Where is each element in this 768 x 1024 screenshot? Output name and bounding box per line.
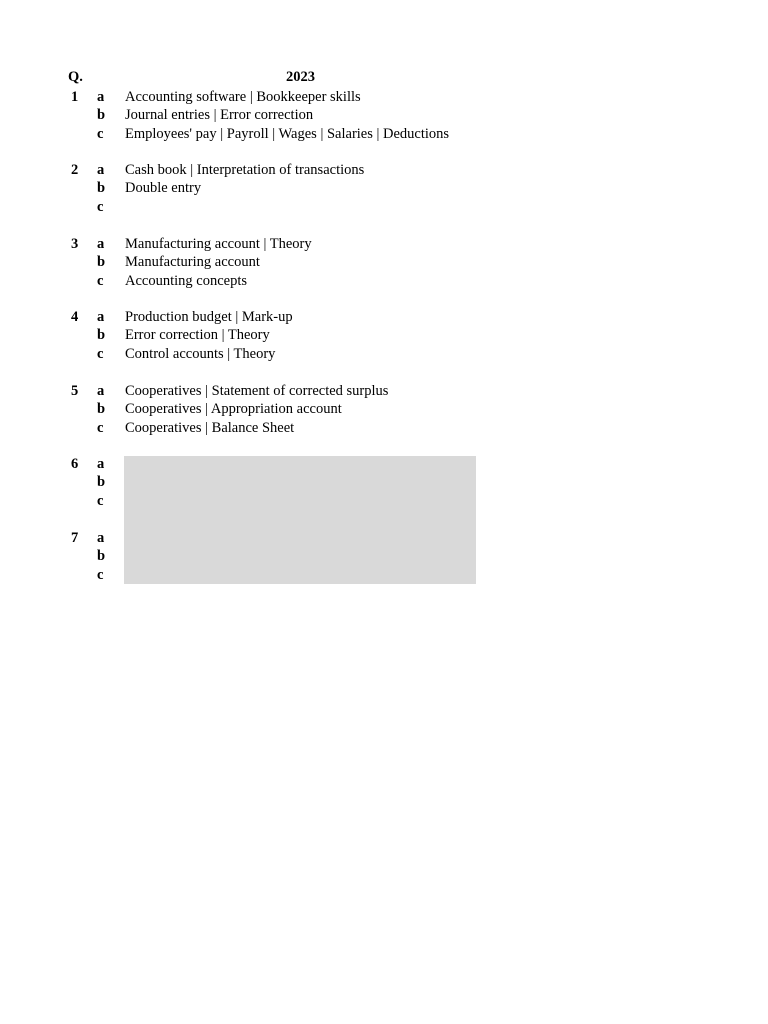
topic-cell: Manufacturing account | Theory bbox=[125, 236, 312, 252]
part-label: a bbox=[97, 383, 105, 399]
part-label: c bbox=[97, 419, 104, 436]
topic-cell: Cooperatives | Statement of corrected surplus bbox=[125, 383, 389, 399]
question-block-3 bbox=[0, 235, 768, 290]
topic-cell: Manufacturing account bbox=[125, 254, 260, 271]
topic-cell: Error correction | Theory bbox=[125, 327, 270, 344]
question-number: 3 bbox=[71, 236, 79, 252]
part-label: b bbox=[97, 401, 106, 418]
part-label: b bbox=[97, 254, 106, 271]
part-label: c bbox=[97, 345, 104, 362]
table-row bbox=[0, 492, 768, 510]
year-column-header: 2023 bbox=[286, 69, 315, 85]
part-label: b bbox=[97, 327, 106, 344]
table-row bbox=[0, 106, 768, 124]
table-row bbox=[0, 125, 768, 143]
part-label: a bbox=[97, 89, 105, 105]
table-row bbox=[0, 272, 768, 290]
part-label: b bbox=[97, 180, 106, 197]
question-block-4 bbox=[0, 308, 768, 363]
header-row bbox=[0, 69, 768, 87]
table-row bbox=[0, 308, 768, 326]
table-row bbox=[0, 198, 768, 216]
table-row bbox=[0, 382, 768, 400]
table-row bbox=[0, 235, 768, 253]
topic-cell: Cooperatives | Balance Sheet bbox=[125, 419, 295, 436]
table-row bbox=[0, 326, 768, 344]
part-label: a bbox=[97, 162, 105, 178]
part-label: c bbox=[97, 492, 104, 509]
question-column-header: Q. bbox=[68, 69, 83, 85]
part-label: c bbox=[97, 125, 104, 142]
part-label: b bbox=[97, 107, 106, 124]
question-block-1 bbox=[0, 88, 768, 143]
table-row bbox=[0, 400, 768, 418]
part-label: a bbox=[97, 236, 105, 252]
question-number: 2 bbox=[71, 162, 79, 178]
table-row bbox=[0, 253, 768, 271]
topic-cell: Double entry bbox=[125, 180, 202, 197]
table-row bbox=[0, 547, 768, 565]
part-label: b bbox=[97, 548, 106, 565]
table-row bbox=[0, 529, 768, 547]
topic-cell: Accounting concepts bbox=[125, 272, 248, 289]
table-row bbox=[0, 566, 768, 584]
question-number: 4 bbox=[71, 309, 79, 325]
part-label: c bbox=[97, 272, 104, 289]
topic-cell: Control accounts | Theory bbox=[125, 345, 276, 362]
question-block-2 bbox=[0, 161, 768, 216]
part-label: c bbox=[97, 566, 104, 583]
part-label: b bbox=[97, 474, 106, 491]
question-number: 5 bbox=[71, 383, 79, 399]
question-block-5 bbox=[0, 382, 768, 437]
table-row bbox=[0, 179, 768, 197]
part-label: a bbox=[97, 530, 105, 546]
question-number: 1 bbox=[71, 89, 79, 105]
part-label: a bbox=[97, 456, 105, 472]
part-label: a bbox=[97, 309, 105, 325]
question-block-6 bbox=[0, 455, 768, 510]
table-row bbox=[0, 419, 768, 437]
topic-cell: Accounting software | Bookkeeper skills bbox=[125, 89, 361, 105]
topic-cell: Cash book | Interpretation of transactions bbox=[125, 162, 365, 178]
topic-cell: Employees' pay | Payroll | Wages | Salaries | Deductions bbox=[125, 125, 450, 142]
table-row bbox=[0, 88, 768, 106]
table-row bbox=[0, 345, 768, 363]
question-number: 7 bbox=[71, 530, 79, 546]
table-row bbox=[0, 161, 768, 179]
topic-cell: Production budget | Mark-up bbox=[125, 309, 293, 325]
table-row bbox=[0, 455, 768, 473]
question-block-7 bbox=[0, 529, 768, 584]
topic-cell: Journal entries | Error correction bbox=[125, 107, 314, 124]
topic-cell: Cooperatives | Appropriation account bbox=[125, 401, 342, 418]
table-row bbox=[0, 473, 768, 491]
part-label: c bbox=[97, 198, 104, 215]
question-number: 6 bbox=[71, 456, 79, 472]
